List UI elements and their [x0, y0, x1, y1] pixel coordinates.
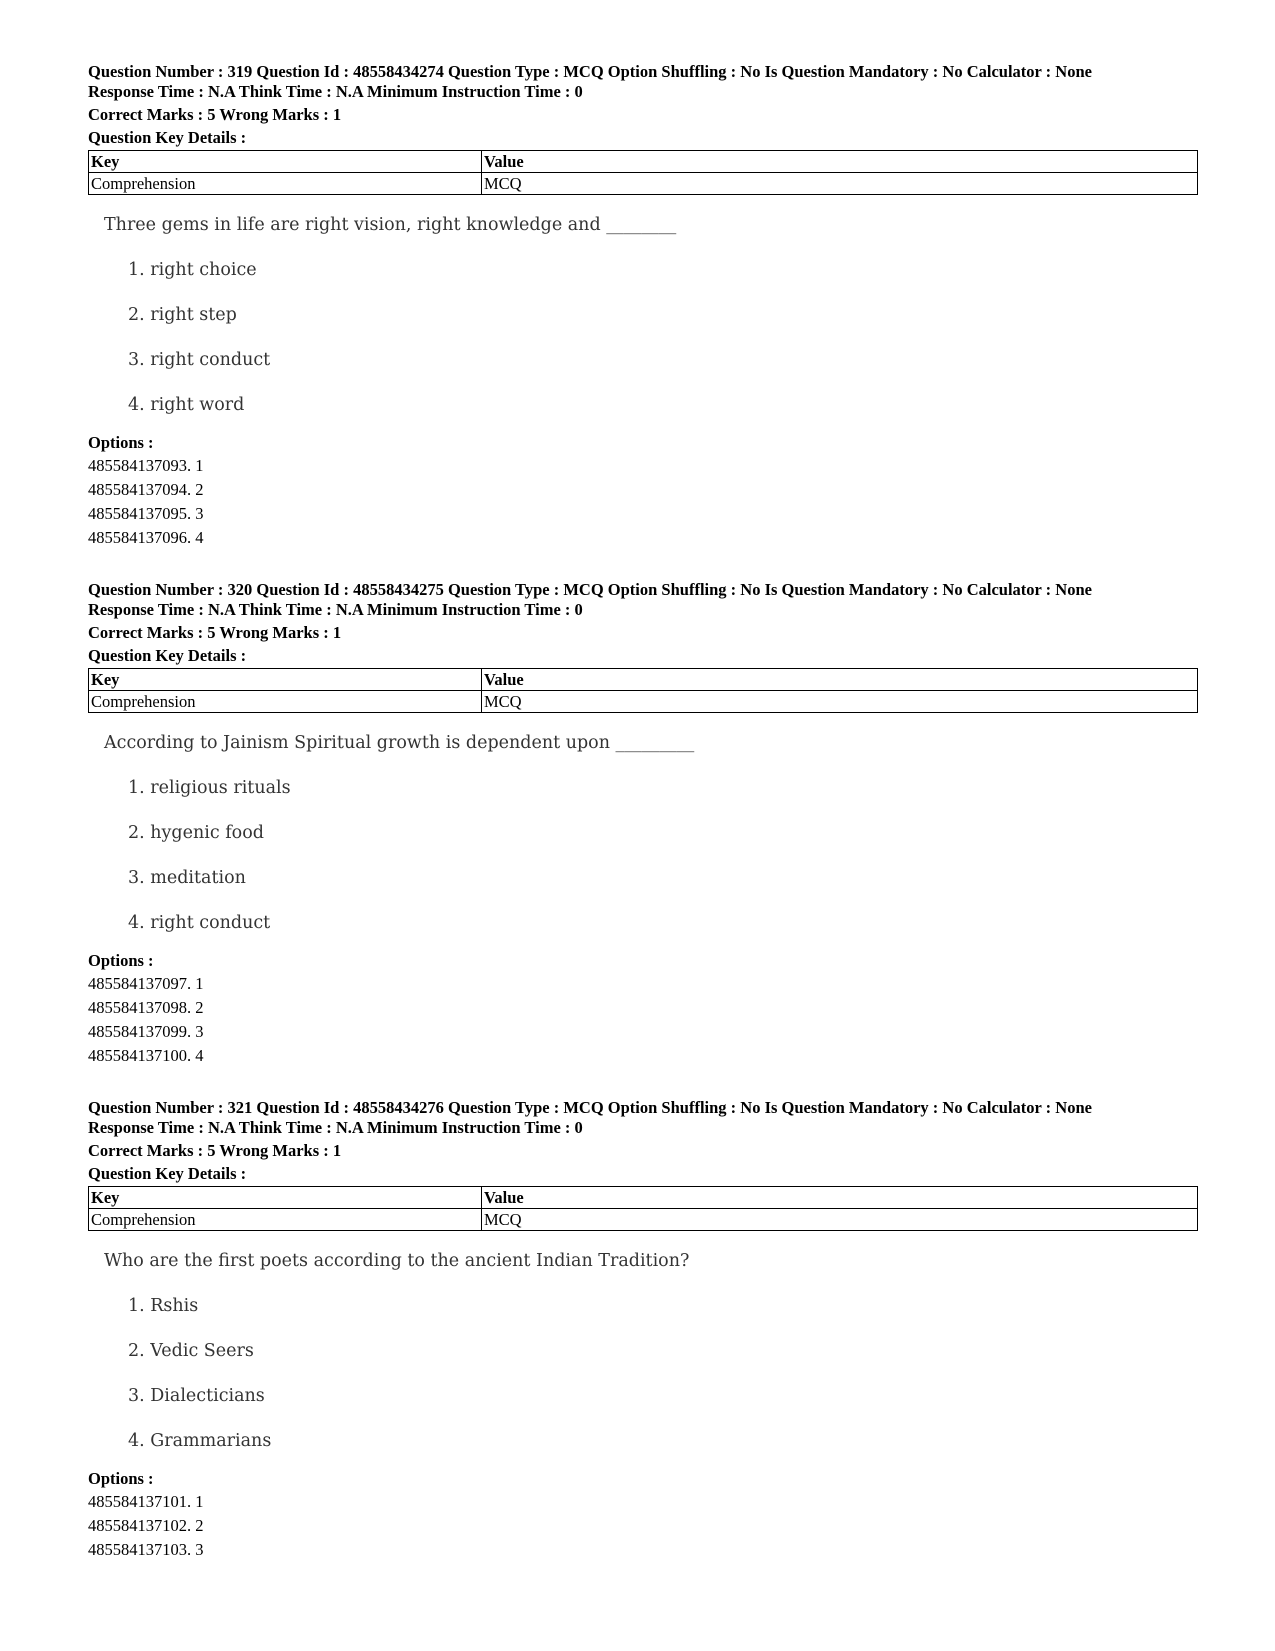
value-header: Value — [482, 151, 1198, 173]
question-paper — [88, 62, 1198, 1562]
key-details-label: Question Key Details : — [88, 646, 247, 665]
options-label: Options : — [88, 433, 154, 452]
option-id: 485584137103. 3 — [88, 1540, 204, 1559]
option-id: 485584137094. 2 — [88, 480, 204, 499]
question-marks: Correct Marks : 5 Wrong Marks : 1 — [88, 105, 342, 124]
question-marks: Correct Marks : 5 Wrong Marks : 1 — [88, 1141, 342, 1160]
question-text: Three gems in life are right vision, right knowledge and ________ — [104, 215, 677, 235]
answer-choice: 1. Rshis — [128, 1296, 199, 1316]
question-meta — [88, 62, 1198, 102]
answer-choice: 1. religious rituals — [128, 778, 291, 798]
key-cell: Comprehension — [89, 691, 482, 713]
value-header: Value — [482, 669, 1198, 691]
key-header: Key — [89, 669, 482, 691]
key-details-label: Question Key Details : — [88, 1164, 247, 1183]
key-cell: Comprehension — [89, 173, 482, 195]
question-block — [88, 580, 1198, 1068]
question-meta-line: Question Number : 320 Question Id : 48558434275 Question Type : MCQ Option Shuffling : No Is Question Mandatory : No Calculator : None — [88, 580, 1092, 599]
answer-choice: 2. hygenic food — [128, 823, 264, 843]
answer-choice: 4. Grammarians — [128, 1431, 272, 1451]
value-cell: MCQ — [482, 691, 1198, 713]
question-timing-line: Response Time : N.A Think Time : N.A Minimum Instruction Time : 0 — [88, 1118, 583, 1137]
value-cell: MCQ — [482, 173, 1198, 195]
option-id: 485584137099. 3 — [88, 1022, 204, 1041]
question-timing-line: Response Time : N.A Think Time : N.A Minimum Instruction Time : 0 — [88, 82, 583, 101]
question-text: Who are the first poets according to the ancient Indian Tradition? — [104, 1251, 690, 1271]
answer-choice: 2. Vedic Seers — [128, 1341, 254, 1361]
question-meta-line: Question Number : 319 Question Id : 48558434274 Question Type : MCQ Option Shuffling : No Is Question Mandatory : No Calculator : None — [88, 62, 1092, 81]
key-cell: Comprehension — [89, 1209, 482, 1231]
key-table-row — [89, 691, 1198, 713]
option-id: 485584137102. 2 — [88, 1516, 204, 1535]
key-table-header — [89, 669, 1198, 691]
key-details-label: Question Key Details : — [88, 128, 247, 147]
key-table-header — [89, 1187, 1198, 1209]
value-header: Value — [482, 1187, 1198, 1209]
option-id: 485584137096. 4 — [88, 528, 204, 547]
question-marks: Correct Marks : 5 Wrong Marks : 1 — [88, 623, 342, 642]
question-block — [88, 1098, 1198, 1562]
options-label: Options : — [88, 1469, 154, 1488]
key-details-table — [88, 150, 1198, 195]
answer-choice: 3. Dialecticians — [128, 1386, 265, 1406]
question-body — [88, 730, 1198, 936]
option-id: 485584137095. 3 — [88, 504, 204, 523]
answer-choice: 3. meditation — [128, 868, 246, 888]
question-timing-line: Response Time : N.A Think Time : N.A Minimum Instruction Time : 0 — [88, 600, 583, 619]
key-header: Key — [89, 1187, 482, 1209]
question-meta-line: Question Number : 321 Question Id : 48558434276 Question Type : MCQ Option Shuffling : No Is Question Mandatory : No Calculator : None — [88, 1098, 1092, 1117]
question-meta — [88, 1098, 1198, 1138]
option-id: 485584137101. 1 — [88, 1492, 204, 1511]
option-id: 485584137098. 2 — [88, 998, 204, 1017]
answer-choice: 2. right step — [128, 305, 237, 325]
question-meta — [88, 580, 1198, 620]
key-table-row — [89, 173, 1198, 195]
key-details-table — [88, 1186, 1198, 1231]
question-text: According to Jainism Spiritual growth is dependent upon _________ — [104, 733, 695, 753]
option-id: 485584137093. 1 — [88, 456, 204, 475]
key-table-row — [89, 1209, 1198, 1231]
key-header: Key — [89, 151, 482, 173]
answer-choice: 4. right conduct — [128, 913, 271, 933]
answer-choice: 3. right conduct — [128, 350, 271, 370]
key-details-table — [88, 668, 1198, 713]
key-table-header — [89, 151, 1198, 173]
value-cell: MCQ — [482, 1209, 1198, 1231]
question-block — [88, 62, 1198, 550]
question-body — [88, 212, 1198, 418]
options-label: Options : — [88, 951, 154, 970]
answer-choice: 4. right word — [128, 395, 245, 415]
question-body — [88, 1248, 1198, 1454]
option-id: 485584137100. 4 — [88, 1046, 204, 1065]
option-id: 485584137097. 1 — [88, 974, 204, 993]
answer-choice: 1. right choice — [128, 260, 257, 280]
